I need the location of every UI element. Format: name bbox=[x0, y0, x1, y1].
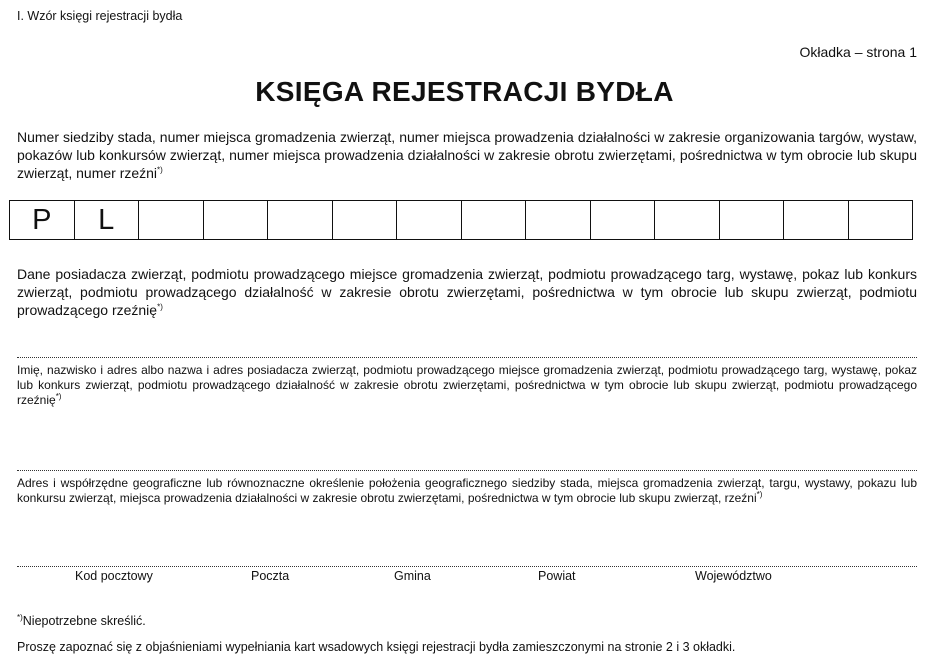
owner-name-fill-line[interactable] bbox=[17, 357, 917, 358]
herd-number-grid bbox=[9, 200, 913, 240]
footnote-mark: *) bbox=[157, 165, 163, 175]
grid-cell-13[interactable] bbox=[784, 201, 849, 239]
herd-number-description-text: Numer siedziby stada, numer miejsca gromadzenia zwierząt, numer miejsca prowadzenia działalności w zakresie organizowania targów, wystaw, pokazów lub konkursów zwierząt, numer miejsca prowadzenia działalności w zakresie obrotu zwierzętami, pośrednictwa w tym obrocie lub skupu zwierząt, numer rzeźni bbox=[17, 129, 917, 181]
address-details-labels bbox=[0, 569, 929, 587]
owner-name-label-text: Imię, nazwisko i adres albo nazwa i adres posiadacza zwierząt, podmiotu prowadzącego miejsce gromadzenia zwierząt, podmiotu prowadzącego targ, wystawę, pokaz lub konkurs zwierząt, podmiotu prowadzącego działalność w zakresie obrotu zwierzętami, pośrednictwa w tym obrocie lub skupu zwierząt, podmiotu prowadzącego rzeźnię bbox=[17, 363, 917, 407]
footnote-mark: *) bbox=[55, 392, 62, 401]
municipality-label: Gmina bbox=[394, 569, 431, 583]
postal-code-label: Kod pocztowy bbox=[75, 569, 153, 583]
grid-cell-6[interactable] bbox=[333, 201, 398, 239]
footnote-mark: *) bbox=[157, 302, 163, 312]
address-fill-line[interactable] bbox=[17, 470, 917, 471]
instruction-note: Proszę zapoznać się z objaśnieniami wypełniania kart wsadowych księgi rejestracji bydła zamieszczonymi na stronie 2 i 3 okładki. bbox=[17, 640, 736, 654]
grid-cell-4[interactable] bbox=[204, 201, 269, 239]
address-details-fill-line[interactable] bbox=[17, 566, 917, 567]
annex-label: I. Wzór księgi rejestracji bydła bbox=[17, 9, 183, 23]
grid-cell-11[interactable] bbox=[655, 201, 720, 239]
owner-section-heading bbox=[17, 265, 917, 319]
grid-cell-9[interactable] bbox=[526, 201, 591, 239]
grid-cell-5[interactable] bbox=[268, 201, 333, 239]
grid-cell-7[interactable] bbox=[397, 201, 462, 239]
grid-cell-3[interactable] bbox=[139, 201, 204, 239]
footnote-text: Niepotrzebne skreślić. bbox=[22, 614, 146, 628]
footnote bbox=[17, 614, 146, 628]
footnote-mark: *) bbox=[17, 612, 23, 622]
address-label-text: Adres i współrzędne geograficzne lub równoznaczne określenie położenia geograficznego siedziby stada, miejsca gromadzenia zwierząt, targu, wystawy, pokazu lub konkursu zwierząt, miejsca prowadzenia działalności w zakresie obrotu zwierzętami, pośrednictwa w tym obrocie lub skupu zwierząt, rzeźni bbox=[17, 476, 917, 505]
grid-cell-12[interactable] bbox=[720, 201, 785, 239]
voivodeship-label: Województwo bbox=[695, 569, 772, 583]
page-label: Okładka – strona 1 bbox=[799, 44, 917, 60]
grid-cell-2[interactable]: L bbox=[75, 201, 140, 239]
post-office-label: Poczta bbox=[251, 569, 290, 583]
county-label: Powiat bbox=[538, 569, 576, 583]
page-title: KSIĘGA REJESTRACJI BYDŁA bbox=[255, 76, 674, 107]
footnote-mark: *) bbox=[756, 490, 763, 499]
owner-name-label bbox=[17, 363, 917, 408]
grid-cell-1[interactable]: P bbox=[10, 201, 75, 239]
herd-number-description bbox=[17, 128, 917, 182]
owner-section-heading-text: Dane posiadacza zwierząt, podmiotu prowadzącego miejsce gromadzenia zwierząt, podmiotu prowadzącego targ, wystawę, pokaz lub konkurs zwierząt, podmiotu prowadzącego działalność w zakresie obrotu zwierzętami, pośrednictwa w tym obrocie lub skupu zwierząt, podmiotu prowadzącego rzeźnię bbox=[17, 266, 917, 318]
grid-cell-10[interactable] bbox=[591, 201, 656, 239]
grid-cell-14[interactable] bbox=[849, 201, 913, 239]
grid-cell-8[interactable] bbox=[462, 201, 527, 239]
address-label bbox=[17, 476, 917, 506]
